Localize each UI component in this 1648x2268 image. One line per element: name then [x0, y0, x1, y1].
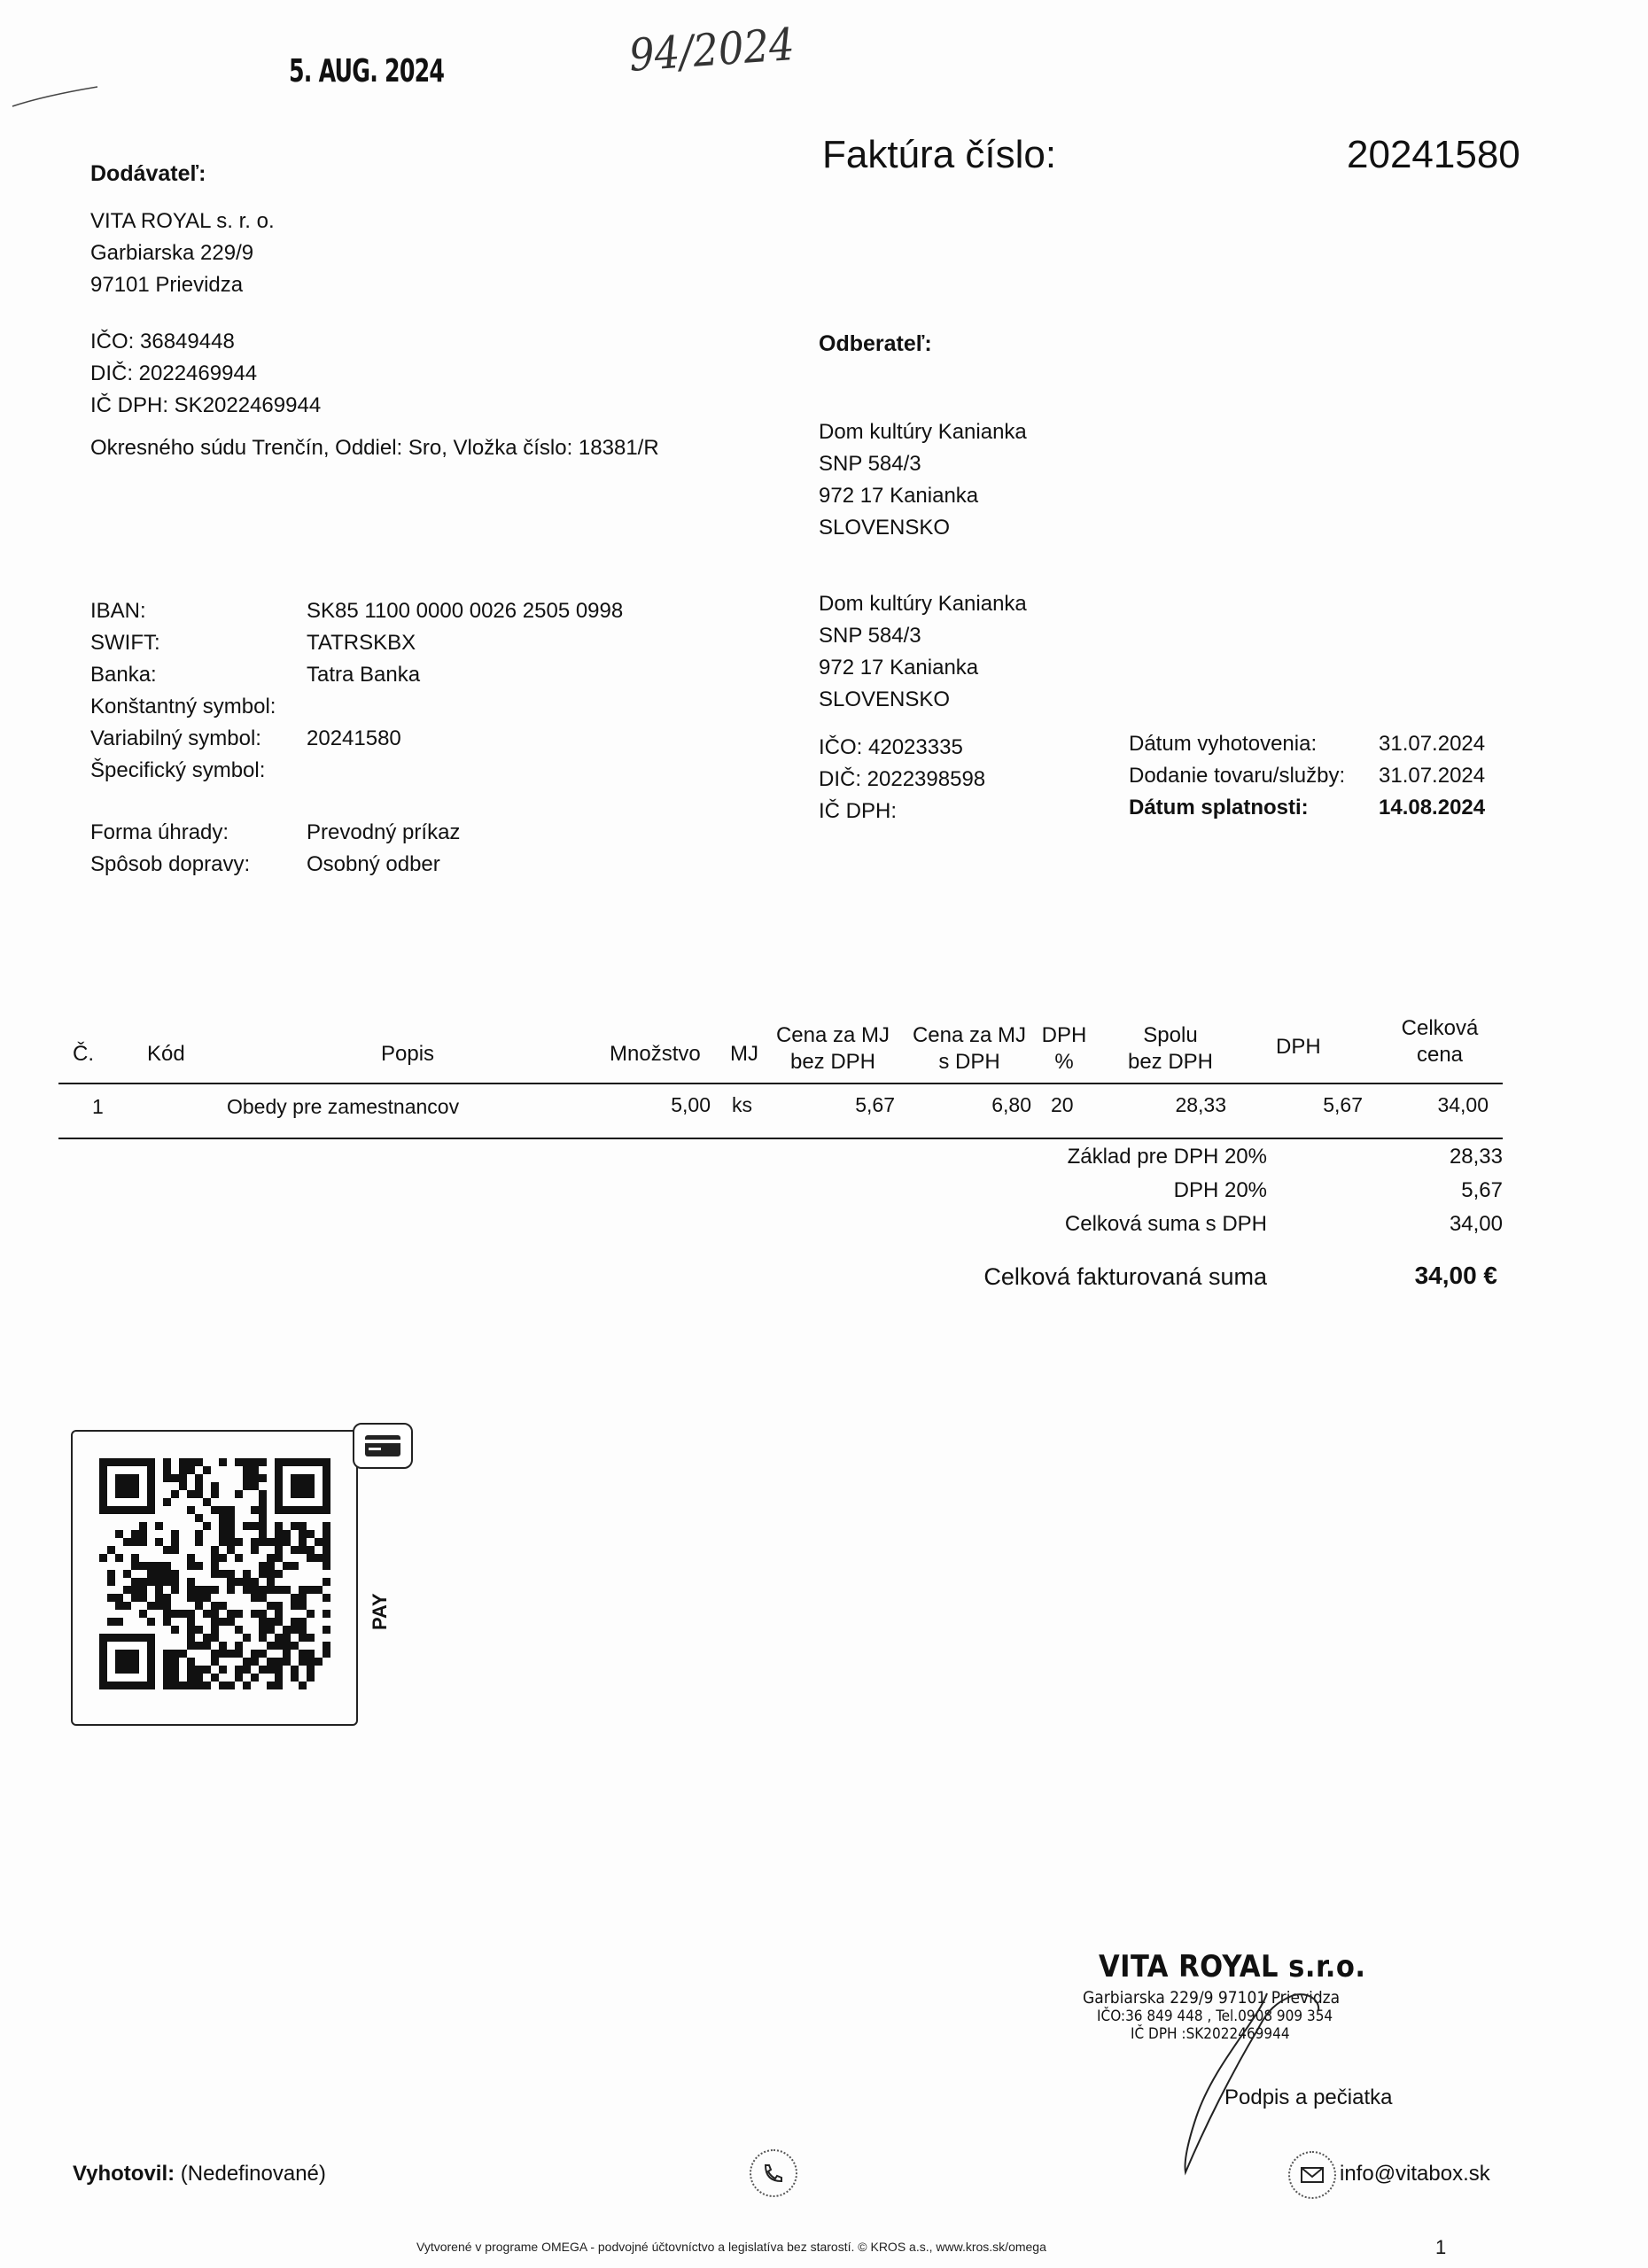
due-date-value: 14.08.2024 — [1379, 796, 1486, 819]
row-unit: ks — [732, 1093, 752, 1116]
total-with-vat-value: 34,00 — [1449, 1212, 1503, 1236]
row-total: 34,00 — [1437, 1093, 1489, 1116]
vat-base-value: 28,33 — [1449, 1145, 1503, 1169]
row-vat-percent: 20 — [1051, 1093, 1074, 1116]
seal-line1: Garbiarska 229/9 97101 Prievidza — [1083, 1988, 1341, 2008]
customer-heading: Odberateľ: — [819, 331, 932, 356]
supplier-heading: Dodávateľ: — [90, 161, 206, 186]
handwritten-signature — [1161, 1984, 1338, 2179]
col-price-ex-vat — [771, 1022, 895, 1076]
issue-date-value: 31.07.2024 — [1379, 732, 1486, 756]
supplier-address — [90, 206, 275, 301]
delivery-country: SLOVENSKO — [819, 687, 951, 711]
col-vat: DPH — [1276, 1035, 1321, 1059]
invoiced-total-label: Celková fakturovaná suma — [983, 1263, 1267, 1290]
payment-method-value: Prevodný príkaz — [307, 820, 461, 844]
vat-label: DPH 20% — [1173, 1178, 1267, 1202]
customer-street: SNP 584/3 — [819, 452, 921, 476]
total-with-vat-label: Celková suma s DPH — [1064, 1212, 1267, 1236]
col-total-line2: cena — [1416, 1043, 1464, 1067]
col-total — [1391, 1015, 1489, 1068]
invoice-title: Faktúra číslo: — [822, 133, 1057, 176]
row-vat: 5,67 — [1323, 1093, 1363, 1116]
supplier-ids — [90, 326, 321, 422]
col-quantity: Množstvo — [610, 1042, 701, 1066]
row-price-ex-vat: 5,67 — [855, 1093, 895, 1116]
payment-method-values — [307, 817, 460, 881]
vat-value: 5,67 — [1461, 1178, 1503, 1202]
handwritten-reference: 94/2024 — [627, 18, 797, 82]
table-bottom-rule — [58, 1138, 1503, 1139]
customer-name: Dom kultúry Kanianka — [819, 420, 1027, 444]
prepared-by — [73, 2162, 326, 2186]
row-description: Obedy pre zamestnancov — [227, 1095, 460, 1118]
row-price-inc-vat: 6,80 — [991, 1093, 1031, 1116]
delivery-ic-dph: IČ DPH: — [819, 799, 898, 823]
seal-line2: IČO:36 849 448 , Tel.0908 909 354 — [1097, 2008, 1333, 2025]
payment-method-labels — [90, 817, 250, 881]
col-description: Popis — [381, 1042, 435, 1066]
delivery-ico: IČO: 42023335 — [819, 735, 963, 759]
signature-label: Podpis a pečiatka — [1224, 2085, 1393, 2109]
date-values — [1379, 728, 1485, 824]
swift-label: SWIFT: — [90, 631, 160, 655]
constant-symbol-label: Konštantný symbol: — [90, 695, 276, 718]
col-vat-percent-line1: DPH — [1041, 1023, 1087, 1047]
delivery-date-label: Dodanie tovaru/služby: — [1129, 764, 1346, 788]
delivery-ids — [819, 732, 985, 827]
col-total-ex-vat-line2: bez DPH — [1127, 1050, 1214, 1074]
specific-symbol-value — [307, 755, 623, 787]
vat-base-label: Základ pre DPH 20% — [1067, 1145, 1267, 1169]
constant-symbol-value — [307, 691, 623, 723]
supplier-name: VITA ROYAL s. r. o. — [90, 209, 275, 233]
delivery-address — [819, 588, 1027, 716]
page-number: 1 — [1435, 2236, 1447, 2258]
qr-pay-label: PAY — [369, 1593, 391, 1630]
iban-label: IBAN: — [90, 599, 146, 623]
supplier-ico: IČO: 36849448 — [90, 330, 235, 353]
customer-address — [819, 416, 1027, 544]
supplier-ic-dph: IČ DPH: SK2022469944 — [90, 393, 322, 417]
swift-value: TATRSKBX — [307, 631, 416, 655]
card-icon-shape — [354, 1425, 411, 1467]
customer-city: 972 17 Kanianka — [819, 484, 979, 508]
specific-symbol-label: Špecifický symbol: — [90, 758, 266, 782]
due-date-label: Dátum splatnosti: — [1129, 796, 1309, 819]
col-code: Kód — [147, 1042, 185, 1066]
delivery-city: 972 17 Kanianka — [819, 656, 979, 680]
payment-labels — [90, 595, 276, 787]
date-labels — [1129, 728, 1345, 824]
invoice-number: 20241580 — [1347, 133, 1520, 176]
supplier-dic: DIČ: 2022469944 — [90, 361, 258, 385]
prepared-by-label: Vyhotovil: — [73, 2162, 175, 2186]
software-note: Vytvorené v programe OMEGA - podvojné účtovníctvo a legislatíva bez starostí. © KROS a.s., www.kros.sk/omega — [416, 2240, 1046, 2254]
row-quantity: 5,00 — [671, 1093, 711, 1116]
delivery-street: SNP 584/3 — [819, 624, 921, 648]
transport-value: Osobný odber — [307, 852, 440, 876]
variable-symbol-value: 20241580 — [307, 726, 401, 750]
iban-value: SK85 1100 0000 0026 2505 0998 — [307, 599, 624, 623]
email-icon — [1288, 2151, 1336, 2199]
qr-code — [73, 1432, 356, 1724]
col-total-ex-vat — [1113, 1022, 1228, 1076]
col-price-inc-vat — [907, 1022, 1031, 1076]
seal-line3: IČ DPH :SK2022469944 — [1131, 2025, 1290, 2043]
col-vat-percent-line2: % — [1054, 1050, 1074, 1074]
col-total-line1: Celková — [1401, 1016, 1479, 1040]
delivery-name: Dom kultúry Kanianka — [819, 592, 1027, 616]
transport-label: Spôsob dopravy: — [90, 852, 251, 876]
table-header-rule — [58, 1083, 1503, 1084]
payment-method-label: Forma úhrady: — [90, 820, 229, 844]
col-no: Č. — [73, 1042, 94, 1066]
col-price-inc-vat-line2: s DPH — [938, 1050, 1000, 1074]
received-stamp-date: 5. AUG. 2024 — [289, 53, 445, 89]
col-total-ex-vat-line1: Spolu — [1143, 1023, 1198, 1047]
supplier-registry: Okresného súdu Trenčín, Oddiel: Sro, Vložka číslo: 18381/R — [90, 436, 659, 460]
col-price-ex-vat-line2: bez DPH — [789, 1050, 876, 1074]
variable-symbol-label: Variabilný symbol: — [90, 726, 261, 750]
col-vat-percent — [1033, 1022, 1095, 1076]
phone-icon — [750, 2149, 797, 2197]
payment-values — [307, 595, 623, 787]
payment-card-icon — [353, 1423, 413, 1469]
col-unit: MJ — [730, 1042, 758, 1066]
bank-value: Tatra Banka — [307, 663, 421, 687]
contact-email: info@vitabox.sk — [1340, 2162, 1490, 2186]
delivery-dic: DIČ: 2022398598 — [819, 767, 986, 791]
issue-date-label: Dátum vyhotovenia: — [1129, 732, 1318, 756]
qr-frame — [71, 1430, 358, 1726]
row-total-ex-vat: 28,33 — [1175, 1093, 1226, 1116]
col-price-ex-vat-line1: Cena za MJ — [775, 1023, 890, 1047]
invoiced-total-value: 34,00 € — [1414, 1262, 1497, 1289]
seal-company: VITA ROYAL s.r.o. — [1099, 1949, 1366, 1984]
pen-mark — [9, 78, 106, 113]
delivery-date-value: 31.07.2024 — [1379, 764, 1486, 788]
supplier-street: Garbiarska 229/9 — [90, 241, 254, 265]
bank-label: Banka: — [90, 663, 157, 687]
row-no: 1 — [92, 1095, 104, 1118]
prepared-by-value: (Nedefinované) — [180, 2162, 326, 2186]
supplier-city: 97101 Prievidza — [90, 273, 244, 297]
customer-country: SLOVENSKO — [819, 516, 951, 540]
col-price-inc-vat-line1: Cena za MJ — [912, 1023, 1027, 1047]
